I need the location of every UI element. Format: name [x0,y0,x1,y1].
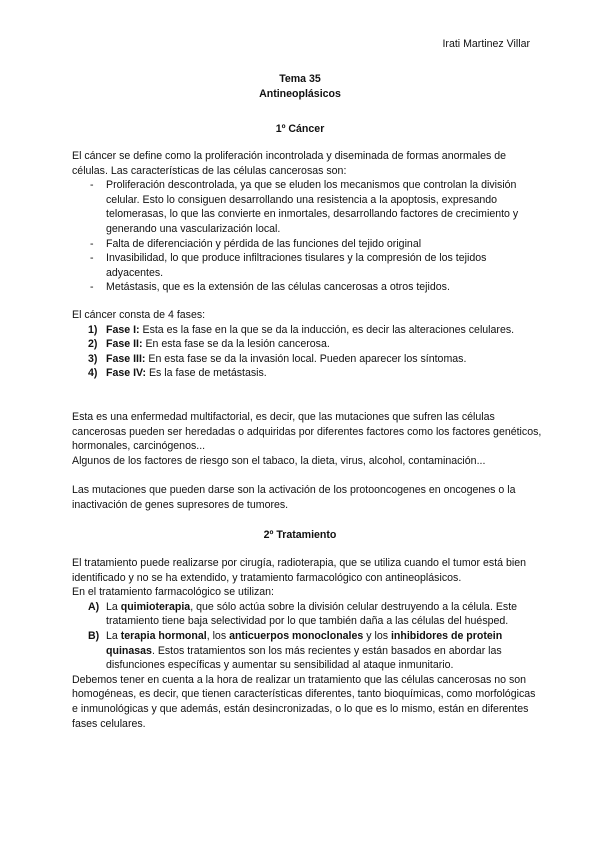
phases-block [72,308,542,381]
section-1-heading: 1º Cáncer [275,123,325,135]
item-marker: A) [88,600,100,613]
term-chemotherapy: quimioterapia [120,600,191,613]
phases-intro: El cáncer consta de 4 fases: [72,309,206,321]
phase-text: Es la fase de metástasis. [146,367,267,380]
doc-title: Tema 35 [279,73,321,85]
term-hormonal-therapy: terapia hormonal [120,629,207,642]
risk-factors-paragraph: Algunos de los factores de riesgo son el tabaco, la dieta, virus, alcohol, contaminación... [72,454,486,467]
phase-label: Fase II: [106,338,143,351]
closing-paragraph: Debemos tener en cuenta a la hora de realizar un tratamiento que las células cancerosas no son homogéneas, es decir, que tienen características diferentes, tanto bioquímicas, como morfológicas e inmunológicas y que además, están desincronizadas, o lo que es lo mismo, están en diferentes fases celulares. [72,673,536,730]
text-run: . Estos tratamientos son los más recientes y están basados en abordar las disfunciones específicas y aumentar su sensibilidad al ataque inmunitario. [106,644,502,672]
phase-label: Fase III: [106,352,146,365]
list-item [72,366,542,381]
list-item [72,337,542,352]
text-run: La [106,629,121,642]
phase-number: 3) [88,352,98,365]
phase-text: En esta fase se da la lesión cancerosa. [142,338,330,351]
phase-number: 4) [88,367,98,380]
phase-text: En esta fase se da la invasión local. Pueden aparecer los síntomas. [145,352,467,365]
phase-number: 2) [88,338,98,351]
treatment-list [72,600,542,673]
mutations-paragraph: Las mutaciones que pueden darse son la activación de los protooncogenes en oncogenes o la inactivación de genes supresores de tumores. [72,484,516,511]
phase-text: Esta es la fase en la que se da la inducción, es decir las alteraciones celulares. [139,323,515,336]
phase-label: Fase IV: [106,367,147,380]
multifactorial-block [72,410,542,468]
text-run: , que sólo actúa sobre la división celular destruyendo a la célula. Este tratamiento tiene baja selectividad por lo que también daña a las células del huésped. [106,600,518,628]
list-item: - Falta de diferenciación y pérdida de las funciones del tejido original [72,237,542,252]
list-item: - Invasibilidad, lo que produce infiltraciones tisulares y la compresión de los tejidos adyacentes. [72,251,542,280]
item-marker: B) [88,629,100,642]
characteristics-list [72,178,542,295]
multifactorial-paragraph: Esta es una enfermedad multifactorial, es decir, que las mutaciones que sufren las células cancerosas pueden ser heredadas o adquiridas por diferentes factores como los factores genéticos, hormonales, carcinógenos... [72,411,542,453]
author-name: Irati Martinez Villar [442,38,530,50]
section-2-body [72,556,542,731]
section-1-body [72,149,542,295]
mutations-block [72,483,542,512]
list-item [72,352,542,367]
phases-list [72,323,542,381]
list-item: - Metástasis, que es la extensión de las células cancerosas a otros tejidos. [72,280,542,295]
list-item [72,629,542,673]
phase-number: 1) [88,323,98,336]
text-run: , los [206,629,230,642]
term-kinase-inhibitors: inhibidores de protein quinasas [106,629,503,657]
treatment-intro: El tratamiento puede realizarse por cirugía, radioterapia, que se utiliza cuando el tumor está bien identificado y no se ha extendido, y tratamiento farmacológico con antineoplásicos. [72,557,527,584]
term-monoclonal-antibodies: anticuerpos monoclonales [229,629,364,642]
list-item [72,323,542,338]
doc-subtitle: Antineoplásicos [259,88,341,100]
text-run: La [106,600,121,613]
text-run: y los [363,629,391,642]
phase-label: Fase I: [106,323,140,336]
list-item [72,600,542,629]
cancer-definition: El cáncer se define como la proliferación incontrolada y diseminada de formas anormales de células. Las características de las células cancerosas son: [72,150,506,177]
section-2-heading: 2º Tratamiento [263,529,337,541]
list-item: - Proliferación descontrolada, ya que se eluden los mecanismos que controlan la división celular. Esto lo consiguen desarrollando una resistencia a la apoptosis, expresando telomerasas, lo que las convierte en inmortales, desarrollando factores de crecimiento y generando una vascularización local. [72,178,542,236]
pharm-intro: En el tratamiento farmacológico se utilizan: [72,586,274,599]
